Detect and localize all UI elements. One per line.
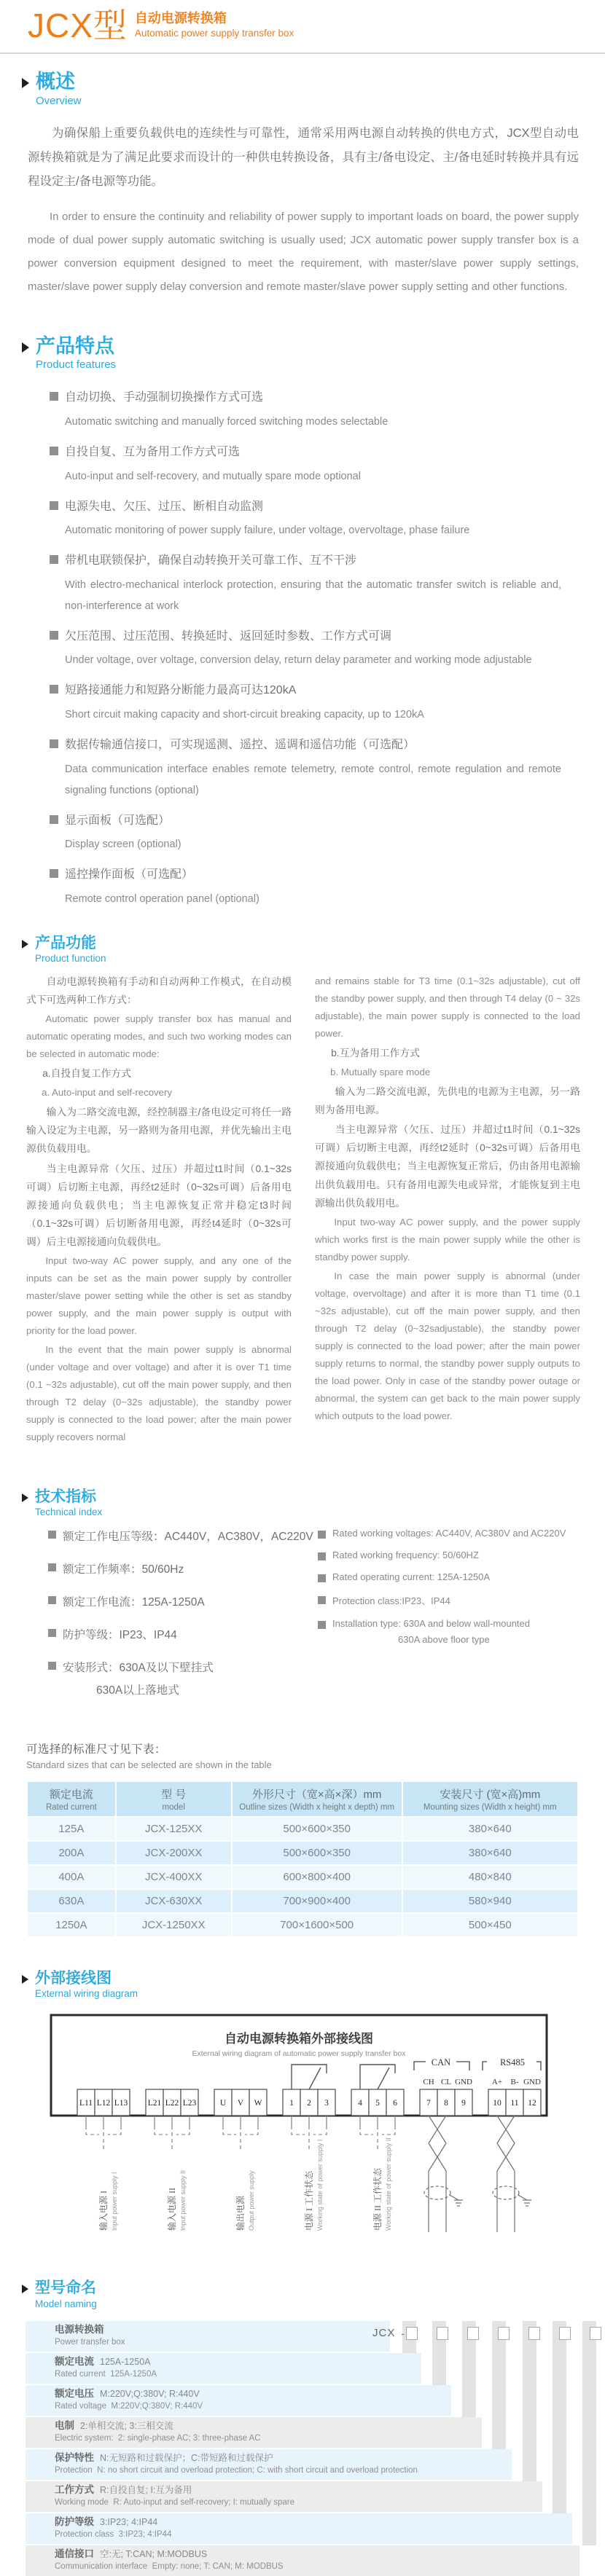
list-item	[318, 1550, 580, 1560]
bullet-square-icon	[50, 447, 58, 455]
section-arrow-icon	[22, 940, 28, 949]
sizes-note-zh: 可选择的标准尺寸见下表：	[26, 1743, 167, 1756]
naming-connector	[523, 2321, 536, 2481]
feature-zh: 自动切换、手动强制切换操作方式可选	[65, 391, 264, 404]
function-heading	[0, 935, 605, 964]
list-item	[318, 1593, 580, 1607]
list-item	[50, 865, 561, 910]
bullet-square-icon	[48, 1563, 56, 1571]
paragraph: 当主电源异常（欠压、过压）并超过t1时间（0.1~32s可调）后切断主电源，再经t2延时（0~32s可调）后备用电源接通向负载供电；当主电源恢复正常后，仍由备用电源输出供负载用电。只有备用电源失电或异常，才能恢复到主电源输出供负载用电。	[315, 1124, 580, 1209]
overview-heading	[0, 71, 605, 107]
technical-heading-en: Technical index	[35, 1507, 103, 1518]
technical-left-column	[48, 1528, 318, 1714]
bullet-square-icon	[50, 501, 58, 510]
naming-label-en: Working mode	[55, 2498, 109, 2508]
naming-row	[26, 2353, 421, 2384]
cell-mounting-size: 380×640	[403, 1842, 577, 1864]
svg-text:Output power supply: Output power supply	[248, 2170, 255, 2231]
cell-outline-size: 600×800×400	[233, 1866, 402, 1888]
naming-connector	[582, 2321, 596, 2545]
svg-text:4: 4	[358, 2099, 362, 2108]
svg-text:U: U	[219, 2099, 227, 2108]
svg-text:输入电源 I: 输入电源 I	[98, 2191, 109, 2231]
bullet-square-icon	[50, 631, 58, 640]
naming-value-zh: M:220V;Q:380V; R:440V	[100, 2388, 200, 2399]
features-heading-en: Product features	[36, 358, 117, 372]
naming-label-zh: 额定电压	[55, 2387, 94, 2399]
table-row	[28, 1866, 577, 1888]
section-product-features	[0, 336, 605, 910]
feature-zh: 欠压范围、过压范围、转换延时、返回延时参数、工作方式可调	[65, 629, 392, 643]
model-digit-box	[467, 2327, 479, 2340]
svg-text:L23: L23	[182, 2099, 197, 2108]
list-item	[50, 812, 561, 856]
svg-text:L11: L11	[79, 2099, 93, 2108]
table-header-row	[28, 1782, 577, 1816]
wiring-title-zh: 自动电源转换箱外部接线图	[225, 2032, 373, 2046]
list-item	[48, 1659, 318, 1675]
bullet-square-icon	[50, 555, 58, 564]
naming-value-zh: 3:IP23; 4:IP44	[100, 2516, 158, 2527]
feature-en: With electro-mechanical interlock protection, ensuring that the automatic transfer switch is reliable and, non-interference at work	[65, 578, 561, 612]
tech-item: Protection class:IP23、IP44	[332, 1595, 450, 1607]
feature-zh: 电源失电、欠压、过压、断相自动监测	[65, 500, 264, 513]
paragraph: In the event that the main power supply is abnormal (under voltage and over voltage) and after it is over T1 time (0.1 ~32s adjustable), cut off the main power supply, and then through T2 delay (0~32s adjustable), the standby power supply is connected to the load power; after the main power supply recovers normal	[26, 1344, 292, 1443]
feature-zh: 自投自复、互为备用工作方式可选	[65, 445, 241, 458]
pin-label: CH	[423, 2078, 434, 2087]
naming-value-zh: R:自投自复; I:互为备用	[100, 2484, 192, 2495]
naming-value-en: 125A-1250A	[110, 2370, 157, 2379]
tech-item: 额定工作频率：50/60Hz	[63, 1563, 184, 1576]
paragraph: In case the main power supply is abnormal (under voltage, overvoltage) and after it is more than T1 time (0.1 ~32s adjustable), cut off the main power supply, and then through T2 delay (0~32sadjustable), the standby power supply is connected to the load power; after the main power supply returns to normal, the standby power supply outputs to the load power. Only in case of the standby power outage or abnormal, the system can get back to the main power supply which outputs to the load power.	[315, 1270, 580, 1421]
features-heading	[0, 336, 605, 372]
naming-row	[26, 2321, 390, 2352]
svg-text:L13: L13	[114, 2099, 128, 2108]
naming-value-en: N: no short circuit and overload protection; C: with short circuit and overload protection	[97, 2466, 418, 2475]
technical-heading	[0, 1488, 605, 1517]
section-arrow-icon	[22, 1493, 28, 1502]
can-bus-label: CAN	[431, 2057, 451, 2068]
tech-item: 额定工作电压等级：AC440V，AC380V，AC220V	[63, 1531, 313, 1544]
bullet-square-icon	[318, 1552, 326, 1560]
wiring-heading	[0, 1970, 605, 1999]
pin-label: GND	[523, 2078, 541, 2087]
masthead-subtitle	[135, 10, 294, 39]
svg-text:7: 7	[426, 2099, 431, 2108]
features-list	[0, 371, 605, 909]
cell-model: JCX-1250XX	[117, 1914, 231, 1936]
cell-rated-current: 630A	[28, 1890, 115, 1912]
technical-right-column	[318, 1528, 580, 1714]
list-item	[48, 1593, 318, 1609]
col-header-model: 型 号 model	[117, 1782, 231, 1816]
svg-text:2: 2	[307, 2099, 311, 2108]
cell-rated-current: 400A	[28, 1866, 115, 1888]
overview-paragraph-zh: 为确保船上重要负载供电的连续性与可靠性，通常采用两电源自动转换的供电方式，JCX型自动电源转换箱就是为了满足此要求而设计的一种供电转换设备，具有主/备电设定、主/备电延时转换并具有远程设定主/备电源等功能。	[28, 126, 579, 188]
svg-text:L21: L21	[147, 2099, 162, 2108]
svg-text:电源 II 工作状态: 电源 II 工作状态	[372, 2168, 383, 2231]
naming-connector	[553, 2321, 566, 2513]
naming-label-en: Communication interface	[55, 2562, 148, 2572]
naming-label-zh: 工作方式	[55, 2483, 94, 2495]
group-labels	[98, 2138, 392, 2231]
feature-zh: 遥控操作面板（可选配）	[65, 868, 194, 881]
cell-outline-size: 700×900×400	[233, 1890, 402, 1912]
paragraph: Automatic power supply transfer box has manual and automatic operating modes, and such two working modes can be selected in automatic mode:	[26, 1013, 292, 1060]
wiring-heading-zh: 外部接线图	[35, 1970, 112, 1987]
naming-value-en: 2: single-phase AC; 3: three-phase AC	[117, 2434, 261, 2443]
sizes-note	[0, 1714, 605, 1770]
sizes-note-en: Standard sizes that can be selected are shown in the table	[26, 1759, 272, 1771]
pin-label: B-	[510, 2078, 519, 2087]
table-row	[28, 1890, 577, 1912]
list-item	[50, 388, 561, 433]
feature-zh: 带机电联锁保护，确保自动转换开关可靠工作、互不干涉	[65, 554, 357, 568]
section-overview	[0, 71, 605, 299]
naming-row	[26, 2385, 451, 2416]
model-digit-box	[528, 2327, 540, 2340]
pin-label: GND	[455, 2078, 472, 2087]
bullet-square-icon	[48, 1596, 56, 1604]
bullet-square-icon	[318, 1621, 326, 1629]
paragraph: a.自投自复工作方式	[42, 1068, 131, 1080]
naming-heading-en: Model naming	[35, 2298, 97, 2309]
product-model-title: JCX型	[28, 7, 128, 44]
list-item	[50, 498, 561, 542]
feature-en: Remote control operation panel (optional)	[65, 892, 259, 905]
cell-model: JCX-200XX	[117, 1842, 231, 1864]
section-wiring-diagram	[0, 1970, 605, 2250]
model-prefix: JCX	[372, 2327, 396, 2340]
section-arrow-icon	[22, 1975, 28, 1984]
bullet-square-icon	[318, 1531, 326, 1539]
list-item	[48, 1528, 318, 1544]
cell-mounting-size: 380×640	[403, 1818, 577, 1840]
model-digit-box	[498, 2327, 510, 2340]
cell-model: JCX-125XX	[117, 1818, 231, 1840]
list-item	[318, 1528, 580, 1539]
bullet-square-icon	[50, 739, 58, 748]
list-item	[50, 627, 561, 672]
masthead	[0, 0, 605, 42]
svg-text:Input power supply I: Input power supply I	[111, 2172, 118, 2231]
paragraph: b. Mutually spare mode	[330, 1066, 431, 1077]
paragraph: a. Auto-input and self-recovery	[42, 1087, 172, 1099]
svg-text:5: 5	[375, 2099, 380, 2108]
pin-label: CL	[440, 2078, 452, 2087]
naming-heading	[0, 2279, 605, 2309]
paragraph: and remains stable for T3 time (0.1~32s adjustable), cut off the standby power supply, and then through T4 delay (0 ~ 32s adjustable), the main power supply is connected to the load power.	[315, 975, 580, 1039]
function-right-column	[315, 973, 580, 1448]
svg-text:电源 I 工作状态: 电源 I 工作状态	[304, 2171, 314, 2231]
naming-label-zh: 电制	[55, 2419, 74, 2431]
svg-text:1: 1	[289, 2099, 294, 2108]
group-bracket-dashed	[86, 2126, 395, 2149]
paragraph: 自动电源转换箱有手动和自动两种工作模式，在自动模式下可选两种工作方式：	[26, 975, 292, 1005]
list-item	[50, 551, 561, 617]
svg-text:3: 3	[324, 2099, 329, 2108]
list-item	[318, 1618, 580, 1629]
naming-value-en: 3:IP23; 4:IP44	[118, 2530, 172, 2540]
bullet-square-icon	[48, 1629, 56, 1637]
naming-value-zh: N:无短路和过载保护；C:带短路和过载保护	[100, 2452, 273, 2463]
model-digit-box	[559, 2327, 571, 2340]
wiring-title-en: External wiring diagram of automatic power supply transfer box	[192, 2049, 406, 2059]
bullet-square-icon	[318, 1574, 326, 1582]
svg-text:输出电源: 输出电源	[235, 2196, 246, 2231]
cell-model: JCX-630XX	[117, 1890, 231, 1912]
function-heading-en: Product function	[35, 952, 106, 964]
list-item	[50, 681, 561, 726]
cell-rated-current: 1250A	[28, 1914, 115, 1936]
product-title-en: Automatic power supply transfer box	[134, 27, 294, 39]
bullet-square-icon	[318, 1596, 326, 1604]
feature-en: Short circuit making capacity and short-circuit breaking capacity, up to 120kA	[65, 708, 424, 720]
naming-value-zh: 空:无; T:CAN; M:MODBUS	[100, 2548, 208, 2559]
svg-text:V: V	[237, 2099, 244, 2108]
tech-item: 防护等级：IP23、IP44	[63, 1629, 177, 1642]
paragraph: 当主电源异常（欠压、过压）并超过t1时间（0.1~32s可调）后切断主电源，再经t2延时（0~32s可调）后备用电源接通向负载供电；当主电源恢复正常并稳定t3时间（0.1~32s可调）后切断备用电源，再经t4延时（0~32s可调）后主电源接通向负载供电。	[26, 1163, 292, 1247]
svg-text:6: 6	[393, 2099, 397, 2108]
naming-label-en: Protection	[55, 2466, 93, 2475]
feature-zh: 短路接通能力和短路分断能力最高可达120kA	[65, 684, 297, 697]
paragraph: b.互为备用工作方式	[331, 1047, 420, 1059]
overview-heading-en: Overview	[36, 94, 82, 107]
function-heading-zh: 产品功能	[35, 934, 96, 951]
cell-mounting-size: 580×940	[403, 1890, 577, 1912]
cell-rated-current: 125A	[28, 1818, 115, 1840]
section-product-function	[0, 935, 605, 1448]
naming-row	[26, 2417, 482, 2448]
bullet-square-icon	[50, 815, 58, 824]
paragraph: Input two-way AC power supply, and any one of the inputs can be set as the main power supply by controller master/slave power setting while the other is set as standby power supply, and the main power supply is output with priority for the load power.	[26, 1255, 292, 1337]
naming-value-en: Empty: none; T: CAN; M: MODBUS	[152, 2562, 284, 2572]
section-arrow-icon	[22, 78, 29, 88]
col-header-mounting-sizes: 安装尺寸 (宽×高)mm Mounting sizes (Width x height) mm	[403, 1782, 577, 1816]
list-item	[48, 1560, 318, 1576]
svg-text:10: 10	[493, 2099, 501, 2108]
svg-text:Working state of power supply: Working state of power supply II	[385, 2137, 392, 2231]
tech-item-continuation: 630A above floor type	[398, 1634, 490, 1646]
svg-text:L12: L12	[96, 2099, 111, 2108]
naming-row	[26, 2513, 572, 2544]
feature-en: Auto-input and self-recovery, and mutually spare mode optional	[65, 470, 361, 482]
naming-label-zh: 通信接口	[55, 2548, 94, 2559]
twisted-pair-can-icon	[424, 2116, 463, 2232]
model-code	[372, 2327, 601, 2340]
wiring-heading-en: External wiring diagram	[35, 1988, 138, 2000]
function-columns	[0, 964, 605, 1448]
feature-en: Automatic monitoring of power supply failure, under voltage, overvoltage, phase failure	[65, 525, 470, 537]
feature-zh: 显示面板（可选配）	[65, 814, 171, 827]
naming-row	[26, 2449, 512, 2480]
naming-row	[26, 2481, 542, 2512]
product-title-zh: 自动电源转换箱	[134, 11, 227, 25]
section-model-naming	[0, 2279, 605, 2575]
naming-value-en: R: Auto-input and self-recovery; I: mutually spare	[113, 2498, 294, 2508]
cell-outline-size: 500×600×350	[233, 1842, 402, 1864]
wiring-diagram-svg	[44, 2012, 554, 2247]
technical-heading-zh: 技术指标	[35, 1488, 96, 1506]
model-dash: -	[401, 2327, 405, 2339]
pin-label: A+	[491, 2078, 503, 2087]
tech-item: Rated operating current: 125A-1250A	[332, 1571, 491, 1583]
feature-zh: 数据传输通信接口，可实现遥测、遥控、遥调和遥信功能（可选配）	[65, 738, 415, 751]
naming-heading-zh: 型号命名	[35, 2279, 96, 2297]
tech-item: Rated working frequency: 50/60HZ	[332, 1550, 479, 1561]
overview-heading-zh: 概述	[36, 71, 75, 93]
cell-outline-size: 500×600×350	[233, 1818, 402, 1840]
list-item	[48, 1626, 318, 1642]
rs485-bus-label: RS485	[499, 2057, 526, 2068]
model-naming-diagram	[26, 2321, 579, 2576]
naming-label-zh: 电源转换箱	[55, 2323, 104, 2335]
group-lead-lines	[86, 2116, 395, 2126]
standard-sizes-table	[26, 1780, 579, 1938]
naming-label-en: Protection class	[55, 2530, 114, 2540]
svg-text:Input power supply II: Input power supply II	[179, 2170, 187, 2231]
naming-label-en: Power transfer box	[55, 2338, 125, 2347]
features-heading-zh: 产品特点	[36, 334, 114, 357]
cell-outline-size: 700×1600×500	[233, 1914, 402, 1936]
svg-text:11: 11	[510, 2099, 519, 2108]
section-arrow-icon	[22, 2285, 28, 2293]
function-left-column	[26, 973, 292, 1448]
feature-en: Data communication interface enables remote telemetry, remote control, remote regulation and remote signaling functions (optional)	[65, 763, 561, 796]
naming-value-zh: 125A-1250A	[100, 2356, 151, 2367]
svg-text:输入电源 II: 输入电源 II	[167, 2188, 177, 2231]
paragraph: 输入为二路交流电源，先供电的电源为主电源，另一路则为备用电源。	[315, 1086, 580, 1116]
naming-connector	[492, 2321, 506, 2449]
section-technical-index	[0, 1488, 605, 1938]
model-digit-box	[437, 2327, 448, 2340]
tech-item: 额定工作电流：125A-1250A	[63, 1596, 205, 1609]
feature-en: Display screen (optional)	[65, 839, 182, 851]
tech-item-continuation: 630A以上落地式	[96, 1684, 179, 1697]
overview-paragraph-en: In order to ensure the continuity and reliability of power supply to important loads on board, the power supply mode of dual power supply automatic switching is usually used; JCX automatic power supply transfer box is a power conversion equipment designed to meet the requirement, with master/slave power supply settings, master/slave power supply delay conversion and remote master/slave power supply setting and other functions.	[28, 210, 579, 294]
paragraph: 输入为二路交流电源，经控制器主/备电设定可将任一路输入设定为主电源，另一路则为备用电源，并优先输出主电源供负载用电。	[26, 1107, 292, 1155]
naming-row	[26, 2545, 579, 2576]
bullet-square-icon	[50, 392, 58, 401]
bullet-square-icon	[48, 1662, 56, 1670]
bullet-square-icon	[50, 685, 58, 694]
model-digit-box	[590, 2327, 601, 2340]
naming-value-zh: 2:单相交流; 3:三相交流	[80, 2420, 173, 2431]
bullet-square-icon	[48, 1531, 56, 1539]
naming-value-en: M:220V;Q:380V; R:440V	[111, 2402, 203, 2411]
list-item	[50, 736, 561, 801]
naming-label-zh: 防护等级	[55, 2516, 94, 2527]
tech-item: Installation type: 630A and below wall-mounted	[332, 1618, 531, 1630]
table-row	[28, 1818, 577, 1840]
twisted-pair-rs485-icon	[493, 2116, 531, 2232]
naming-label-en: Electric system:	[55, 2434, 114, 2443]
svg-text:12: 12	[528, 2099, 536, 2108]
tech-item: Rated working voltages: AC440V, AC380V and AC220V	[332, 1528, 566, 1539]
svg-text:Working state of power supply: Working state of power supply I	[316, 2140, 324, 2231]
svg-text:L22: L22	[165, 2099, 179, 2108]
cell-mounting-size: 480×840	[403, 1866, 577, 1888]
svg-text:W: W	[254, 2099, 262, 2108]
svg-text:9: 9	[461, 2099, 466, 2108]
feature-en: Automatic switching and manually forced switching modes selectable	[65, 415, 389, 428]
list-item	[318, 1571, 580, 1582]
model-digit-box	[406, 2327, 418, 2340]
header-divider	[0, 52, 605, 54]
feature-en: Under voltage, over voltage, conversion delay, return delay parameter and working mode adjustable	[65, 654, 532, 667]
tech-item: 安装形式：630A及以下壁挂式	[63, 1662, 214, 1675]
list-item	[50, 443, 561, 487]
cell-mounting-size: 500×450	[403, 1914, 577, 1936]
col-header-outline-sizes: 外形尺寸（宽×高×深）mm Outline sizes (Width x height x depth) mm	[233, 1782, 402, 1816]
wiring-diagram	[44, 2012, 605, 2250]
naming-label-zh: 额定电流	[55, 2355, 94, 2367]
table-row	[28, 1914, 577, 1936]
col-header-rated-current: 额定电流 Rated current	[28, 1782, 115, 1816]
bullet-square-icon	[50, 869, 58, 878]
section-arrow-icon	[22, 342, 29, 353]
cell-model: JCX-400XX	[117, 1866, 231, 1888]
cell-rated-current: 200A	[28, 1842, 115, 1864]
technical-columns	[0, 1517, 605, 1714]
naming-label-zh: 保护特性	[55, 2451, 94, 2463]
naming-label-en: Rated voltage	[55, 2402, 106, 2411]
naming-label-en: Rated current	[55, 2370, 106, 2379]
svg-text:8: 8	[444, 2099, 448, 2108]
paragraph: Input two-way AC power supply, and the power supply which works first is the main power supply while the other is standby power supply.	[315, 1216, 580, 1263]
table-row	[28, 1842, 577, 1864]
